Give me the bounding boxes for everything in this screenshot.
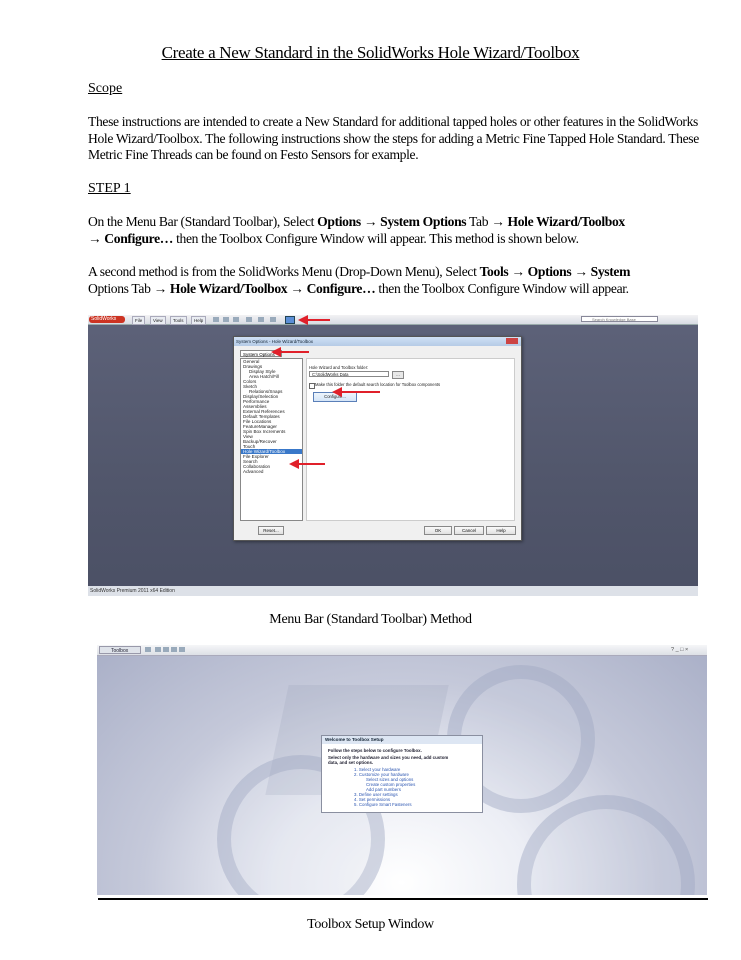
search-input[interactable]: Search Knowledge Base [581,316,658,322]
help-button[interactable]: Help [486,526,516,535]
toolbox-setup-title: Welcome to Toolbox Setup [322,736,482,744]
close-icon[interactable] [506,338,518,344]
folder-path-input[interactable]: C:\SolidWorks Data [309,371,389,377]
red-arrow-tab-line [279,351,309,353]
tree-item[interactable]: Default Templates [243,414,280,419]
step1-heading: STEP 1 [88,181,131,196]
tree-item[interactable]: External References [243,409,285,414]
tree-item[interactable]: Performance [243,399,270,404]
setup-step-3-link[interactable]: 3. Define user settings [354,792,398,797]
red-arrow-hole-wizard-line [297,463,325,465]
ok-button[interactable]: OK [424,526,452,535]
tree-item[interactable]: General [243,359,260,364]
tree-item[interactable]: FeatureManager [243,424,277,429]
browse-button[interactable]: ... [392,371,404,379]
horizontal-rule [98,898,708,900]
toolbox-folder-icon[interactable] [155,647,161,652]
setup-intro-line: Follow the steps below to configure Toolbox. [328,748,422,753]
setup-step-2-link[interactable]: 2. Customize your hardware [354,772,409,777]
tree-item[interactable]: Touch [243,444,256,449]
system-options-dialog [233,336,522,541]
status-bar: SolidWorks Premium 2011 x64 Edition [88,586,698,596]
window-controls[interactable]: ? _ □ × [671,647,689,653]
method1-text-end: then the Toolbox Configure Window will appear. This method is shown below. [173,230,579,246]
screenshot-menu-bar-method [88,315,698,596]
menu-tools[interactable]: Tools [170,316,187,325]
method2-bold-hole-wizard: Hole Wizard/Toolbox → Configure… [169,280,376,296]
tree-item[interactable]: Spin Box Increments [243,429,286,434]
method2-bold-tools: Tools → Options → System [479,264,631,279]
tree-item[interactable]: Area Hatch/Fill [249,374,280,379]
hole-wizard-panel [306,358,515,521]
red-arrow-configure-line [340,391,380,393]
tree-item[interactable]: Backup/Recover [243,439,277,444]
toolbar-new-icon[interactable] [213,317,219,322]
tree-item[interactable]: Hole Wizard/Toolbox [241,449,302,454]
setup-step-2c-link[interactable]: Add part numbers [366,787,401,792]
toolbox-back-icon[interactable] [163,647,169,652]
folder-label: Hole Wizard and Toolbox folder: [309,365,369,370]
tree-item[interactable]: Collaboration [243,464,271,469]
tree-item[interactable]: View [243,434,253,439]
dialog-title: System Options - Hole Wizard/Toolbox [234,337,521,346]
method2-text-tab: Options Tab → [88,280,170,296]
toolbar-print-icon[interactable] [246,317,252,322]
setup-step-2a-link[interactable]: Select sizes and options [366,777,414,782]
method1-paragraph [88,214,718,247]
caption-menu-bar-method: Menu Bar (Standard Toolbar) Method [269,612,472,627]
tree-item[interactable]: Search [243,459,258,464]
document-title: Create a New Standard in the SolidWorks Hole Wizard/Toolbox [161,43,580,62]
toolbox-home-icon[interactable] [145,647,151,652]
red-arrow-toolbar-line [306,319,330,321]
menu-view[interactable]: View [150,316,166,325]
nut-ring-right [517,795,695,895]
tree-item[interactable]: Assemblies [243,404,267,409]
setup-options-line: data, and set options. [328,760,374,765]
screenshot-toolbox-setup [97,645,707,895]
setup-step-1-link[interactable]: 1. Select your hardware [354,767,401,772]
tree-item[interactable]: File Locations [243,419,272,424]
tree-item[interactable]: Advanced [243,469,264,474]
toolbox-title: Toolbox [99,646,141,654]
reset-button[interactable]: Reset... [258,526,284,535]
toolbox-forward-icon[interactable] [171,647,177,652]
options-tree[interactable] [240,358,303,521]
toolbar-open-icon[interactable] [223,317,229,322]
toolbox-refresh-icon[interactable] [179,647,185,652]
method2-paragraph [88,264,718,297]
scope-paragraph: These instructions are intended to create a New Standard for additional tapped holes or other features in the SolidWorks Hole Wizard/Toolbox. The following instructions show the steps for adding a Metric Fine Tapped Hole Standard. These Metric Fine Threads can be found on Festo Sensors for example. [88,114,699,162]
scope-heading: Scope [88,81,123,96]
method2-text-end: then the Toolbox Configure Window will appear. [375,280,629,296]
options-gear-icon[interactable] [285,316,295,324]
tree-item[interactable]: Drawings [243,364,263,369]
setup-step-4-link[interactable]: 4. Set permissions [354,797,391,802]
tab-system-options[interactable]: System Options [240,350,282,357]
cancel-button[interactable]: Cancel [454,526,484,535]
tree-item[interactable]: File Explorer [243,454,269,459]
tree-item[interactable]: Relations/Snaps [249,389,283,394]
tree-item[interactable]: Display Style [249,369,276,374]
menu-help[interactable]: Help [191,316,206,325]
method1-bold-hole-wizard: Hole Wizard/Toolbox [507,214,625,229]
toolbar-rebuild-icon[interactable] [270,317,276,322]
setup-step-2b-link[interactable]: Create custom properties [366,782,416,787]
toolbar-undo-icon[interactable] [258,317,264,322]
configure-button[interactable]: Configure... [313,392,357,402]
solidworks-logo: SolidWorks [89,316,125,323]
method1-text: On the Menu Bar (Standard Toolbar), Select [88,214,318,229]
method1-bold-options: Options → System Options [317,214,467,229]
default-search-label: Make this folder the default search location for Toolbox components [315,382,441,387]
setup-step-5-link[interactable]: 5. Configure Smart Fasteners [354,802,412,807]
toolbox-setup-dialog [321,735,483,813]
toolbar-save-icon[interactable] [233,317,239,322]
toolbox-toolbar [97,645,707,656]
tree-item[interactable]: Colors [243,379,257,384]
tree-item[interactable]: Sketch [243,384,258,389]
method1-text-tab: Tab → [466,214,508,229]
setup-select-line: Select only the hardware and sizes you need, add custom [328,755,449,760]
menu-file[interactable]: File [132,316,145,325]
tree-item[interactable]: Display/Selection [243,394,279,399]
method2-text: A second method is from the SolidWorks Menu (Drop-Down Menu), Select [88,264,480,279]
method1-bold-configure: → Configure… [88,230,174,246]
caption-toolbox-setup: Toolbox Setup Window [307,917,434,932]
